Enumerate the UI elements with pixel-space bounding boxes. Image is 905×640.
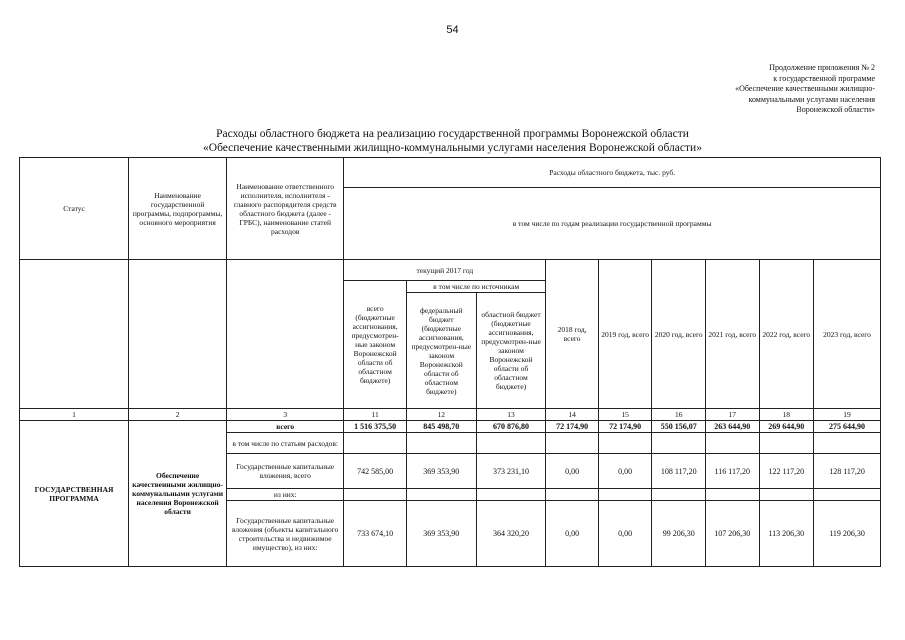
value-cell bbox=[705, 433, 759, 454]
value-cell bbox=[759, 489, 814, 501]
annex-line: к государственной программе bbox=[773, 73, 875, 83]
value-cell: 263 644,90 bbox=[705, 421, 759, 433]
page-number: 54 bbox=[446, 24, 459, 36]
row-label: в том числе по статьям расходов: bbox=[227, 433, 344, 454]
value-cell: 364 320,20 bbox=[476, 501, 546, 567]
value-cell: 275 644,90 bbox=[814, 421, 881, 433]
header-2022: 2022 год, всего bbox=[759, 260, 814, 409]
value-cell: 116 117,20 bbox=[705, 454, 759, 489]
header-current-year: текущий 2017 год bbox=[344, 260, 546, 281]
value-cell: 0,00 bbox=[598, 454, 652, 489]
value-cell bbox=[814, 489, 881, 501]
value-cell: 0,00 bbox=[598, 501, 652, 567]
value-cell: 72 174,90 bbox=[598, 421, 652, 433]
value-cell: 1 516 375,50 bbox=[344, 421, 407, 433]
header-total-2017: всего (бюджетные ассигнования, предусмотрен-ные законом Воронежской области об областном бюджете) bbox=[344, 281, 407, 409]
value-cell: 122 117,20 bbox=[759, 454, 814, 489]
column-number: 15 bbox=[598, 409, 652, 421]
program-cell: Обеспечение качественными жилищно-коммунальными услугами населения Воронежской области bbox=[129, 421, 227, 567]
value-cell: 369 353,90 bbox=[406, 501, 476, 567]
value-cell: 373 231,10 bbox=[476, 454, 546, 489]
budget-table bbox=[19, 157, 881, 567]
value-cell: 99 206,30 bbox=[652, 501, 706, 567]
value-cell bbox=[406, 433, 476, 454]
value-cell: 733 674,10 bbox=[344, 501, 407, 567]
table-row bbox=[20, 421, 881, 433]
row-label: Государственные капитальные вложения, всего bbox=[227, 454, 344, 489]
row-label: из них: bbox=[227, 489, 344, 501]
column-number: 2 bbox=[129, 409, 227, 421]
column-number: 1 bbox=[20, 409, 129, 421]
header-2023: 2023 год, всего bbox=[814, 260, 881, 409]
column-number: 12 bbox=[406, 409, 476, 421]
value-cell: 0,00 bbox=[546, 454, 599, 489]
header-by-sources: в том числе по источникам bbox=[406, 281, 545, 293]
value-cell: 108 117,20 bbox=[652, 454, 706, 489]
value-cell bbox=[476, 489, 546, 501]
column-number: 17 bbox=[705, 409, 759, 421]
value-cell: 128 117,20 bbox=[814, 454, 881, 489]
value-cell: 369 353,90 bbox=[406, 454, 476, 489]
column-number: 14 bbox=[546, 409, 599, 421]
value-cell: 670 876,80 bbox=[476, 421, 546, 433]
row-label: Государственные капитальные вложения (объекты капитального строительства и недвижимое имущество), из них: bbox=[227, 501, 344, 567]
value-cell bbox=[598, 489, 652, 501]
blank-cell bbox=[20, 260, 129, 409]
header-2020: 2020 год, всего bbox=[652, 260, 706, 409]
value-cell bbox=[476, 433, 546, 454]
value-cell bbox=[598, 433, 652, 454]
annex-line: коммунальными услугами населения bbox=[748, 94, 875, 104]
header-2018: 2018 год, всего bbox=[546, 260, 599, 409]
header-status: Статус bbox=[20, 158, 129, 260]
header-2019: 2019 год, всего bbox=[598, 260, 652, 409]
header-executor: Наименование ответственного исполнителя, исполнителя - главного распорядителя средств областного бюджета (далее - ГРБС), наименование статей расходов bbox=[227, 158, 344, 260]
value-cell: 113 206,30 bbox=[759, 501, 814, 567]
value-cell: 107 206,30 bbox=[705, 501, 759, 567]
header-2021: 2021 год, всего bbox=[705, 260, 759, 409]
column-number-row bbox=[20, 409, 881, 421]
document-title bbox=[0, 127, 905, 155]
value-cell: 269 644,90 bbox=[759, 421, 814, 433]
value-cell: 550 156,07 bbox=[652, 421, 706, 433]
title-line: «Обеспечение качественными жилищно-коммунальными услугами населения Воронежской области» bbox=[203, 142, 702, 154]
status-cell: ГОСУДАРСТВЕННАЯ ПРОГРАММА bbox=[20, 421, 129, 567]
column-number: 13 bbox=[476, 409, 546, 421]
header-by-years: в том числе по годам реализации государственной программы bbox=[344, 188, 881, 260]
column-number: 19 bbox=[814, 409, 881, 421]
column-number: 11 bbox=[344, 409, 407, 421]
annex-line: Воронежской области» bbox=[796, 105, 875, 114]
annex-line: «Обеспечение качественными жилищно- bbox=[735, 84, 875, 93]
column-number: 16 bbox=[652, 409, 706, 421]
annex-note bbox=[675, 63, 875, 116]
value-cell: 845 498,70 bbox=[406, 421, 476, 433]
value-cell: 119 206,30 bbox=[814, 501, 881, 567]
header-federal: федеральный бюджет (бюджетные ассигнования, предусмотрен-ные законом Воронежской области об областном бюджете) bbox=[406, 293, 476, 409]
header-regional: областной бюджет (бюджетные ассигнования, предусмотрен-ные законом Воронежской области об областном бюджете) bbox=[476, 293, 546, 409]
value-cell bbox=[814, 433, 881, 454]
column-number: 3 bbox=[227, 409, 344, 421]
annex-line: Продолжение приложения № 2 bbox=[769, 63, 875, 72]
value-cell: 742 585,00 bbox=[344, 454, 407, 489]
value-cell bbox=[546, 489, 599, 501]
row-label: всего bbox=[227, 421, 344, 433]
value-cell bbox=[344, 489, 407, 501]
value-cell: 0,00 bbox=[546, 501, 599, 567]
value-cell bbox=[406, 489, 476, 501]
value-cell bbox=[652, 433, 706, 454]
value-cell bbox=[705, 489, 759, 501]
value-cell: 72 174,90 bbox=[546, 421, 599, 433]
value-cell bbox=[652, 489, 706, 501]
value-cell bbox=[546, 433, 599, 454]
blank-cell bbox=[129, 260, 227, 409]
header-expenses: Расходы областного бюджета, тыс. руб. bbox=[344, 158, 881, 188]
value-cell bbox=[759, 433, 814, 454]
title-line: Расходы областного бюджета на реализацию государственной программы Воронежской области bbox=[216, 128, 689, 140]
blank-cell bbox=[227, 260, 344, 409]
value-cell bbox=[344, 433, 407, 454]
column-number: 18 bbox=[759, 409, 814, 421]
header-program-name: Наименование государственной программы, подпрограммы, основного мероприятия bbox=[129, 158, 227, 260]
